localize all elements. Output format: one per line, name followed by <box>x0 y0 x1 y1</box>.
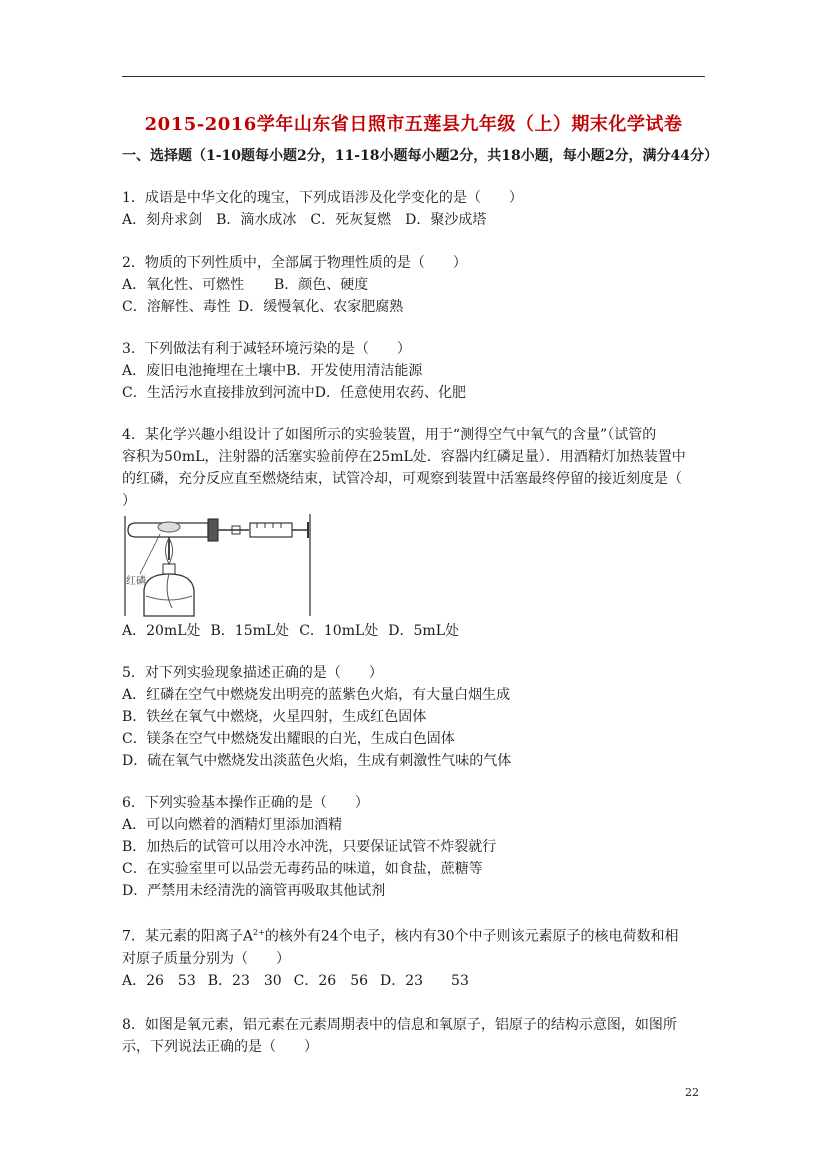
page-title: 2015-2016学年山东省日照市五莲县九年级（上）期末化学试卷 <box>144 114 683 135</box>
option-d: D．23 53 <box>380 972 469 989</box>
option-a: A．红磷在空气中燃烧发出明亮的蓝紫色火焰，有大量白烟生成 <box>122 687 511 703</box>
question-options <box>122 970 712 992</box>
question-8 <box>122 1014 712 1058</box>
option-b: B．15mL处 <box>210 623 290 639</box>
option-d: D．缓慢氧化、农家肥腐熟 <box>238 299 404 315</box>
alcohol-lamp <box>144 574 194 616</box>
question-stem-line: 4．某化学兴趣小组设计了如图所示的实验装置，用于“测得空气中氧气的含量”（试管的 <box>122 427 657 443</box>
question-stem: 6．下列实验基本操作正确的是（ ） <box>122 795 369 811</box>
syringe-barrel <box>250 523 292 537</box>
question-3 <box>122 338 712 404</box>
lamp-wick <box>167 574 172 608</box>
question-stem-line: 的红磷，充分反应直至燃烧结束，试管冷却，可观察到装置中活塞最终停留的接近刻度是（ <box>122 471 682 487</box>
option-c: C．10mL处 <box>299 623 379 639</box>
option-b: B．23 30 <box>207 972 282 989</box>
question-stem: 5．对下列实验现象描述正确的是（ ） <box>122 665 383 681</box>
question-1 <box>122 187 712 231</box>
option-a: A．26 53 <box>122 972 196 989</box>
question-options-row <box>122 360 712 382</box>
question-stem-line: 示，下列说法正确的是（ ） <box>122 1039 318 1055</box>
option-c: C．26 56 <box>293 972 369 989</box>
question-options-row <box>122 296 712 318</box>
question-5 <box>122 662 712 772</box>
option-b: B．开发使用清洁能源 <box>286 363 423 379</box>
rubber-stopper <box>208 519 218 541</box>
option-b: B．滴水成冰 <box>216 212 297 228</box>
page-number: 22 <box>685 1086 699 1099</box>
question-7 <box>122 922 712 992</box>
figure-label: 红磷 <box>126 576 146 587</box>
option-d: D．5mL处 <box>388 623 460 639</box>
lamp-neck <box>163 564 175 574</box>
label-pointer <box>140 534 160 574</box>
question-stem: 1．成语是中华文化的瑰宝，下列成语涉及化学变化的是（ ） <box>122 190 523 206</box>
question-stem: 3．下列做法有利于减轻环境污染的是（ ） <box>122 341 411 357</box>
stem-suffix: 的核外有24个电子，核内有30个中子则该元素原子的核电荷数和相 <box>264 928 679 945</box>
option-a: A．20mL处 <box>122 623 201 639</box>
option-c: C．死灰复燃 <box>310 212 392 228</box>
ion-symbol: A <box>242 928 254 945</box>
question-stem-line: 容积为50mL，注射器的活塞实验前停在25mL处．容器内红磷足量）．用酒精灯加热装置中 <box>122 449 686 465</box>
option-c: C．在实验室里可以品尝无毒药品的味道，如食盐，蔗糖等 <box>122 861 483 877</box>
option-c: C．溶解性、毒性 <box>122 299 231 315</box>
question-2 <box>122 252 712 318</box>
question-options <box>122 620 712 642</box>
option-b: B．加热后的试管可以用冷水冲洗，只要保证试管不炸裂就行 <box>122 839 497 855</box>
option-a: A．可以向燃着的酒精灯里添加酒精 <box>122 817 343 833</box>
question-stem-line: 对原子质量分别为（ ） <box>122 950 290 967</box>
option-a: A．刻舟求剑 <box>122 212 203 228</box>
question-6 <box>122 792 712 902</box>
question-options <box>122 209 712 231</box>
option-d: D．聚沙成塔 <box>405 212 487 228</box>
question-stem: 2．物质的下列性质中，全部属于物理性质的是（ ） <box>122 255 467 271</box>
red-phosphorus-lump <box>158 522 180 532</box>
question-4-options <box>122 620 712 642</box>
question-stem-line: ） <box>122 493 136 509</box>
question-options-row <box>122 274 712 296</box>
option-a: A．氧化性、可燃性 <box>122 277 245 293</box>
header-rule <box>122 76 705 77</box>
stem-prefix: 7．某元素的阳离子 <box>122 928 243 945</box>
option-b: B．颜色、硬度 <box>274 277 369 293</box>
ion-charge: 2+ <box>253 928 265 937</box>
apparatus-figure <box>124 512 314 618</box>
option-b: B．铁丝在氧气中燃烧，火星四射，生成红色固体 <box>122 709 427 725</box>
question-options-row <box>122 382 712 404</box>
option-d: D．硫在氧气中燃烧发出淡蓝色火焰，生成有刺激性气味的气体 <box>122 753 512 769</box>
option-d: D．任意使用农药、化肥 <box>314 385 466 401</box>
option-d: D．严禁用未经清洗的滴管再吸取其他试剂 <box>122 883 386 899</box>
question-stem-line <box>122 922 712 948</box>
question-stem-line: 8．如图是氧元素，铝元素在元素周期表中的信息和氧原子，铝原子的结构示意图，如图所 <box>122 1017 677 1033</box>
question-4 <box>122 424 712 512</box>
section-heading: 一、选择题（1-10题每小题2分，11-18小题每小题2分，共18小题，每小题2分，满分44分） <box>122 148 718 164</box>
option-c: C．生活污水直接排放到河流中 <box>122 385 315 401</box>
option-c: C．镁条在空气中燃烧发出耀眼的白光，生成白色固体 <box>122 731 455 747</box>
option-a: A．废旧电池掩埋在土壤中 <box>122 363 287 379</box>
